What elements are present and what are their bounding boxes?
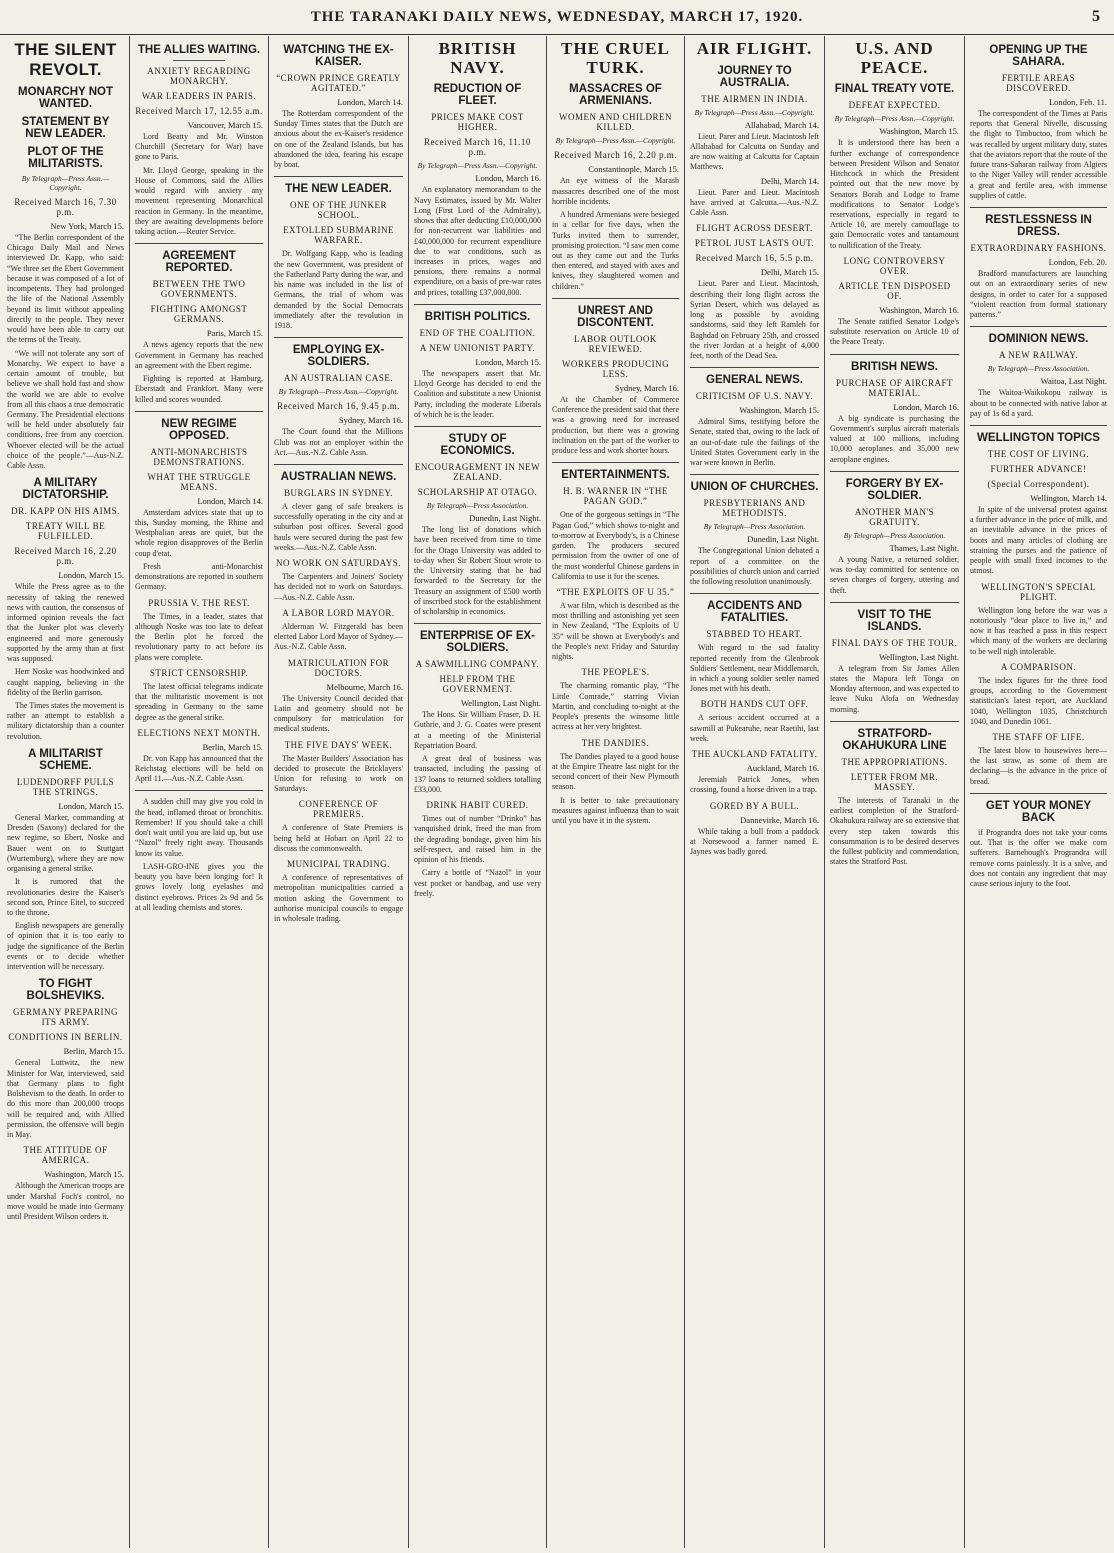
dateline: Melbourne, March 16. (326, 681, 403, 692)
divider (135, 243, 263, 244)
subhead: ONE OF THE JUNKER SCHOOL. (289, 200, 388, 221)
headline-enterprise: ENTERPRISE OF EX-SOLDIERS. (419, 630, 536, 655)
subhead: THE AUCKLAND FATALITY. (691, 749, 818, 760)
dateline: London, March 15. (58, 570, 124, 581)
article-paragraph: It is better to take precautionary measures against influenza than to wait until you have it in the system. (552, 795, 679, 825)
dateline: Washington, March 15. (879, 126, 959, 137)
byline: By Telegraph—Press Assn.—Copyright. (21, 174, 110, 192)
subhead: THE FIVE DAYS' WEEK. (284, 739, 393, 750)
correspondent-line: (Special Correspondent). (987, 478, 1090, 489)
dateline: Berlin, March 15. (202, 741, 263, 752)
divider (552, 462, 679, 463)
dateline: Washington, March 15. (44, 1169, 124, 1180)
headline-forgery: FORGERY BY EX-SOLDIER. (845, 477, 944, 502)
article-paragraph: The Senate ratified Senator Lodge's substitute reservation on Article 10 of the Peace Treaty. (830, 316, 959, 347)
dateline: London, March 15. (475, 356, 541, 367)
subhead: FINAL TREATY VOTE. (834, 83, 955, 96)
byline: By Telegraph—Press Association. (426, 501, 529, 511)
headline-accidents: ACCIDENTS AND FATALITIES. (707, 600, 802, 625)
subhead: ELECTIONS NEXT MONTH. (137, 727, 261, 738)
headline-new-leader: THE NEW LEADER. (285, 183, 392, 196)
divider (970, 793, 1107, 794)
article-paragraph: The Times, in a leader, states that although Noske was too late to defeat the Berlin plot he forced the revolutionary party to act before its plans were complete. (135, 611, 263, 662)
subhead: AN AUSTRALIAN CASE. (283, 373, 394, 384)
column-7 (825, 36, 965, 1548)
article-paragraph: The latest blow to housewives here—the last straw, as some of them are declaring—is the advance in the price of bread. (970, 745, 1107, 786)
article-paragraph: Alderman W. Fitzgerald has been elected Labor Lord Mayor of Sydney.—Aus.-N.Z. Cable Assn. (274, 621, 403, 652)
subhead: PRUSSIA V. THE REST. (148, 597, 250, 608)
headline-new-regime: NEW REGIME OPPOSED. (161, 417, 237, 442)
subhead: PETROL JUST LASTS OUT. (694, 238, 815, 249)
divider (274, 337, 403, 338)
subhead: ENCOURAGEMENT IN NEW ZEALAND. (414, 462, 541, 483)
article-paragraph: “We will not tolerate any sort of Monarchy. We expect to have a certain amount of trouble, but believe we shall hold fast and show the world we are able to evolve from all this chaos a true democratic Germany. The Presidential elections will be held under absolutely fair conditions, free from any coercion. Whoever elected will be the actual choice of the people.”—Aus-N.Z. Cable Assn. (7, 348, 124, 471)
subhead: STRICT CENSORSHIP. (149, 667, 249, 678)
byline: By Telegraph—Press Association. (703, 522, 806, 532)
article-paragraph: A hundred Armenians were besieged in a cellar for five days, when the Turks invited them to surrender, promising protection. “I saw men come out as they came out and the Turks then entered, and stayed with axes and knives, they slaughtered women and children.” (552, 210, 679, 291)
subhead: WAR LEADERS IN PARIS. (141, 91, 257, 101)
article-paragraph: Lieut. Parer and Lieut. Macintosh, describing their long flight across the Syrian Desert, which was delayed as long as possible by avoiding sandstorms, said they left Ramleh for Baghdad on February 25th, and crossed the river Jordan at a height of 4,000 feet, north of the Dead Sea. (690, 279, 819, 360)
headline-allies-waiting: THE ALLIES WAITING. (137, 44, 261, 56)
article-paragraph: English newspapers are generally of opinion that it is too early to judge the significance of the Berlin events or to decide whether intervention will be necessary. (7, 921, 124, 972)
subhead-plot: PLOT OF THE MILITARISTS. (27, 146, 104, 170)
divider (414, 426, 541, 427)
article-paragraph: The Court found that the Millions Club was not an employer within the Act.—Aus.-N.Z. Cable Assn. (274, 427, 403, 457)
article-paragraph: A big syndicate is purchasing the Government's surplus aircraft materials valued at 100 millions, including 10,000 aeroplanes and 35,000 new aeroplane engines. (830, 413, 959, 464)
divider (830, 602, 959, 603)
subhead-conditions: CONDITIONS IN BERLIN. (8, 1032, 123, 1043)
divider (830, 471, 959, 472)
subhead: BURGLARS IN SYDNEY. (283, 487, 394, 498)
headline-british-navy: BRITISH NAVY. (438, 39, 517, 77)
dateline: Constantinople, March 15. (588, 164, 679, 175)
dateline: London, Feb. 11. (1048, 97, 1107, 107)
subhead: LABOR OUTLOOK REVIEWED. (574, 333, 657, 354)
article-paragraph: Lieut. Parer and Lieut. Macintosh have arrived at Calcutta.—Aus.-N.Z. Cable Assn. (690, 187, 819, 218)
dateline: Allahabad, March 14. (744, 119, 819, 130)
advertisement: A sudden chill may give you cold in the head, inflamed throat or bronchitis. Remember! If you should take a chill don't wait until you are laid up, but use “Nazol” freely right away. Thousands know its value. (135, 797, 263, 858)
dateline: New York, March 15. (50, 221, 124, 231)
article-paragraph: “The Berlin correspondent of the Chicago Daily Mail and News interviewed Dr. Kapp, who said: “We three set the Ebert Government because it was composed of a lot of incompetents. They had prolonged the life of the National Assembly beyond its limit without appealing directly to the people. They never would have been able to carry out the terms of the Treaty. (7, 233, 124, 345)
article-paragraph: It is rumored that the revolutionaries desire the Kaiser's second son, Prince Eitel, to succeed to the throne. (7, 877, 124, 918)
subhead: ANOTHER MAN'S GRATUITY. (854, 506, 935, 527)
subhead: FINAL DAYS OF THE TOUR. (831, 637, 958, 648)
article-paragraph: The interests of Taranaki in the earliest completion of the Stratford-Okahukura railway are so extensive that every step taken towards this consummation is to be desired deserves the fullest publicity and commendation, states the Stratford Post. (830, 795, 959, 867)
subhead: GORED BY A BULL. (709, 800, 800, 811)
divider (135, 411, 263, 412)
advertisement: Carry a bottle of “Nazol” in your vest pocket or handbag, and use very freely. (414, 868, 541, 898)
dateline: Dannevirke, March 16. (740, 814, 819, 825)
article-paragraph: Fresh anti-Monarchist demonstrations are reported in southern Germany. (135, 561, 263, 592)
divider (552, 298, 679, 299)
article-paragraph: A telegram from Sir James Allen states the Mapura left Tonga on Monday afternoon, and was expected to leave Nuku Alofa on Wednesday morning. (830, 663, 959, 714)
article-paragraph: The index figures for the three food groups, according to the Government statistician's latest report, are Auckland 1040, Wellington 1035, Christchurch 1040, and Dunedin 1061. (970, 675, 1107, 726)
dateline: London, Feb. 20. (1048, 257, 1107, 268)
received-line: Received March 16, 2.20 p.m. (14, 546, 117, 567)
subhead: FLIGHT ACROSS DESERT. (696, 223, 813, 234)
dateline: Delhi, March 15. (760, 267, 819, 278)
subhead: MASSACRES OF ARMENIANS. (569, 83, 662, 108)
subhead: CRITICISM OF U.S. NAVY. (695, 391, 814, 402)
subhead: THE COST OF LIVING. (987, 448, 1090, 459)
divider (970, 326, 1107, 327)
headline-british-politics: BRITISH POLITICS. (424, 310, 531, 323)
article-paragraph: Wellington long before the war was a notoriously “dear place to live in,” and now it has reached a pass in this respect which many of the workers are declaring to be well nigh intolerable. (970, 605, 1107, 656)
advertisement: if Prograndra does not take your corns out. That is the offer we make corn sufferers. Barnebough's Prograndra will remove corns painlessly. It is a salve, and does not contain any ingredient that may cause serious injury to the foot. (970, 827, 1107, 889)
dateline: Vancouver, March 15. (187, 120, 263, 130)
subhead: “THE EXPLOITS OF U 35.” (556, 587, 675, 597)
article-paragraph: The Rotterdam correspondent of the Sunday Times states that the Dutch are anxious about the ex-Kaiser's residence on one of the Zealand Islands, but has abandoned the idea, fearing his escape by boat. (274, 109, 403, 170)
subhead-kapp-aims: DR. KAPP ON HIS AIMS. (11, 506, 120, 517)
article-paragraph: Amsterdam advices state that up to this, Sunday morning, the Rhine and Westphalian areas are quiet, but the whole region disapproves of the Berlin coup d'etat. (135, 507, 263, 558)
subhead: A LABOR LORD MAYOR. (282, 607, 395, 618)
column-5 (547, 36, 685, 1548)
received-line: Received March 16, 11.10 p.m. (424, 137, 531, 158)
article-paragraph: The Waitoa-Waikokopu railway is about to be connected with native labor at pay of 1s 6d a yard. (970, 388, 1107, 418)
dateline: London, March 16. (893, 401, 959, 412)
subhead: SCHOLARSHIP AT OTAGO. (417, 487, 538, 498)
headline-economics: STUDY OF ECONOMICS. (440, 433, 515, 458)
article-paragraph: General Luttwitz, the new Minister for War, interviewed, said that Germany plans to fight Bolshevism to the death. In order to do this more than 200,000 troops will be required and, with Allied permission, the offensive will begin in May. (7, 1058, 124, 1140)
dateline: Sydney, March 16. (614, 382, 679, 393)
dateline: Wellington, Last Night. (460, 698, 541, 709)
subhead: “CROWN PRINCE GREATLY AGITATED.” (276, 73, 401, 93)
column-2 (130, 36, 269, 1548)
article-paragraph: A great deal of business was transacted, including the passing of 137 loans to returned soldiers totalling £33,000. (414, 754, 541, 794)
subhead: THE APPROPRIATIONS. (841, 756, 948, 767)
byline: By Telegraph—Press Association. (987, 364, 1090, 374)
divider (970, 425, 1107, 426)
dateline: Wellington, Last Night. (878, 651, 959, 662)
subhead: ANXIETY REGARDING MONARCHY. (147, 66, 251, 86)
article-paragraph: The Master Builders' Association has decided to prosecute the Bricklayers' Union for refusing to work on Saturdays. (274, 753, 403, 794)
byline: By Telegraph—Press Assn.—Copyright. (834, 114, 955, 124)
column-4 (409, 36, 547, 1548)
subhead: H. B. WARNER IN “THE PAGAN GOD.” (563, 486, 668, 507)
article-paragraph: Admiral Sims, testifying before the Senate, stated that, owing to the lack of an out-of-date rule the failings of the United States Government early in the war were known in Berlin. (690, 417, 819, 468)
divider (414, 623, 541, 624)
subhead: EXTRAORDINARY FASHIONS. (970, 243, 1107, 254)
subhead: WELLINGTON'S SPECIAL PLIGHT. (981, 581, 1096, 602)
divider (690, 367, 819, 368)
headline-union-churches: UNION OF CHURCHES. (690, 481, 819, 494)
subhead: MUNICIPAL TRADING. (287, 859, 390, 870)
article-paragraph: A conference of State Premiers is being held at Hobart on April 22 to discuss the commonwealth. (274, 823, 403, 853)
article-paragraph: The newspapers assert that Mr. Lloyd George has decided to end the Coalition and substitute a new Unionist Party, including the moderate Liberals of which he is the leader. (414, 368, 541, 419)
subhead: PURCHASE OF AIRCRAFT MATERIAL. (835, 377, 954, 398)
article-paragraph: Although the American troops are under Marshal Foch's control, no move would be made into Germany until President Wilson orders it. (7, 1181, 124, 1221)
masthead (0, 0, 1114, 35)
dateline: London, March 16. (475, 173, 541, 184)
subhead-army: GERMANY PREPARING ITS ARMY. (12, 1007, 119, 1028)
subhead: WORKERS PRODUCING LESS. (561, 358, 670, 379)
article-paragraph: With regard to the sad fatality reported recently from the Glenbrook Soldiers' Settlement, near Middlemarch, in which a young soldier settler named Jones met with his death. (690, 643, 819, 694)
subhead: END OF THE COALITION. (419, 327, 536, 338)
subhead-bolsheviks: TO FIGHT BOLSHEVIKS. (26, 978, 105, 1003)
subhead-treaty: TREATY WILL BE FULFILLED. (25, 521, 106, 542)
subhead: ANTI-MONARCHISTS DEMONSTRATIONS. (150, 446, 248, 467)
subhead-statement: STATEMENT BY NEW LEADER. (21, 116, 110, 140)
headline-british-news: BRITISH NEWS. (851, 360, 938, 373)
subhead: A NEW RAILWAY. (999, 350, 1078, 361)
subhead: HELP FROM THE GOVERNMENT. (439, 674, 516, 695)
subhead: THE AIRMEN IN INDIA. (701, 93, 808, 104)
subhead: CONFERENCE OF PREMIERS. (298, 799, 379, 820)
article-paragraph: The Dandies played to a good house at the Empire Theatre last night for the second concert of their New Plymouth season. (552, 751, 679, 792)
newspaper-title: THE TARANAKI DAILY NEWS, WEDNESDAY, MARCH 17, 1920. (310, 8, 804, 25)
article-paragraph: Lord Beatty and Mr. Winston Churchill (Secretary for War) have gone to Paris. (135, 132, 263, 162)
article-paragraph: A serious accident occurred at a sawmill at Pukearuhe, near Raetihi, last week. (690, 713, 819, 743)
divider (135, 790, 263, 791)
article-paragraph: General Marker, commanding at Dresden (Saxony) declared for the new regime, so Ebert, Noske and Bauer went on to Stuttgart (Wurtemburg), where they are now organising a general strike. (7, 812, 124, 874)
subhead: A SAWMILLING COMPANY. (415, 659, 540, 670)
article-paragraph: Dr. von Kapp has announced that the Reichstag elections will be held on April 11.—Aus.-N.Z. Cable Assn. (135, 753, 263, 784)
article-paragraph: Bradford manufacturers are launching out on an extraordinary series of new designs, in order to cater for a supposed “violent reaction from formal stationary patterns.” (970, 269, 1107, 320)
headline-air-flight: AIR FLIGHT. (696, 39, 813, 58)
article-paragraph: Mr. Lloyd George, speaking in the House of Commons, said the Allies would regard with anxiety any movement representing Monarchical reaction in Germany. In the meantime, they are awaiting developments before taking action.—Reuter Service. (135, 165, 263, 237)
dateline: Auckland, March 16. (746, 763, 819, 774)
dateline: Wellington, March 14. (1030, 492, 1107, 503)
dateline: Washington, March 16. (879, 304, 959, 315)
subhead: DRINK HABIT CURED. (426, 800, 529, 811)
article-paragraph: A clever gang of safe breakers is successfully operating in the city and at suburban post offices. Several good hauls were secured during the past few weeks.—Aus.-N.Z. Cable Assn. (274, 501, 403, 552)
dateline: Dunedin, Last Night. (747, 534, 819, 545)
article-paragraph: A war film, which is described as the most thrilling and astonishing yet seen in New Zealand, “The Exploits of U 35” will be shown at Everybody's and the People's next Friday and Saturday nights. (552, 601, 679, 662)
divider (690, 593, 819, 594)
subhead: BETWEEN THE TWO GOVERNMENTS. (152, 279, 246, 300)
article-paragraph: While the Press agree as to the necessity of taking the renewed news with caution, the consensus of informed opinion reveals the fact that the Junker plot was cleverly engineered and more generously supported by the army than at first was supposed. (7, 582, 124, 664)
article-paragraph: At the Chamber of Commerce Conference the president said that there was a growing need for increased production, but there was a growing inclination on the part of the worker to produce less and work shorter hours. (552, 394, 679, 456)
headline-entertainments: ENTERTAINMENTS. (561, 469, 670, 482)
received-line: Received March 16, 2.20 p.m. (554, 150, 677, 161)
subhead: LONG CONTROVERSY OVER. (843, 255, 946, 276)
headline-money-back: GET YOUR MONEY BACK (985, 799, 1092, 824)
article-paragraph: The Hons. Sir William Fraser, D. H. Guthrie, and J. G. Coates were present at a meeting of the Ministerial Repatriation Board. (414, 710, 541, 750)
dateline: Dunedin, Last Night. (469, 513, 541, 524)
article-paragraph: In spite of the universal protest against a further advance in the price of milk, and an inevitable advance in the prices of boots and many articles of clothing are straining the purses and the patience of people with small fixed incomes to the utmost. (970, 504, 1107, 576)
article-paragraph: Herr Noske was hoodwinked and caught napping, believing in the fidelity of the Berlin garrison. (7, 667, 124, 697)
headline-us-peace: U.S. AND PEACE. (855, 39, 934, 77)
advertisement: LASH-GRO-INE gives you the beauty you have been longing for! It grows lovely long eyelashes and distinct eyebrows. Prices 2s 9d and 5s at all leading chemists and stores. (135, 861, 263, 912)
dateline: Waitoa, Last Night. (1040, 376, 1107, 387)
subhead: PRESBYTERIANS AND METHODISTS. (703, 498, 806, 519)
article-paragraph: Jeremiah Patrick Jones, when crossing, found a horse driven in a trap. (690, 775, 819, 795)
received-line: Received March 16, 7.30 p.m. (14, 197, 117, 217)
subhead: THE DANDIES. (581, 737, 650, 748)
dateline: London, March 14. (337, 97, 403, 107)
headline-australian-news: AUSTRALIAN NEWS. (280, 470, 397, 483)
headline-islands: VISIT TO THE ISLANDS. (857, 608, 932, 633)
article-paragraph: The charming romantic play, “The Little Comrade,” starring Vivian Martin, and concluding to-night at the People's presents the winsome little actress at her very brightest. (552, 681, 679, 732)
article-paragraph: Fighting is reported at Hamburg, Eberstadt and Frankfort. Many were killed and scores wounded. (135, 374, 263, 404)
headline-sahara: OPENING UP THE SAHARA. (989, 44, 1088, 68)
page-number: 5 (1092, 8, 1100, 25)
subhead: ARTICLE TEN DISPOSED OF. (838, 280, 951, 301)
divider (274, 464, 403, 465)
subhead: BOTH HANDS CUT OFF. (700, 699, 809, 710)
column-6 (685, 36, 825, 1548)
subhead: STABBED TO HEART. (706, 629, 803, 640)
article-paragraph: Lieut. Parer and Lieut. Macintosh left Allahabad for Calcutta on Sunday and are now waiting at Calcutta for Captain Matthews. (690, 131, 819, 172)
byline: By Telegraph—Press Assn.—Copyright. (694, 107, 815, 117)
subhead-monarchy: MONARCHY NOT WANTED. (18, 86, 113, 110)
headline-restlessness: RESTLESSNESS IN DRESS. (985, 214, 1092, 239)
subhead: NO WORK ON SATURDAYS. (275, 558, 402, 569)
article-paragraph: The correspondent of the Times at Paris reports that General Nivelle, discussing the flight to Timbuctoo, from which he was recalled by urgent military duty, states that the aviators report that the route of the future trans-Saharan railway from Algiers to the Niger Valley will render accessible a great and fertile area, with immense supplies of cattle. (970, 109, 1107, 200)
subhead: DEFEAT EXPECTED. (848, 100, 941, 111)
subhead: WOMEN AND CHILDREN KILLED. (559, 112, 672, 133)
column-8 (965, 36, 1112, 1548)
subhead: THE STAFF OF LIFE. (992, 731, 1085, 742)
headline-stratford-line: STRATFORD-OKAHUKURA LINE (842, 727, 947, 752)
headline-unrest: UNREST AND DISCONTENT. (577, 304, 654, 329)
dateline: London, March 14. (197, 495, 263, 506)
byline: By Telegraph—Press Association. (843, 530, 946, 540)
column-3 (269, 36, 409, 1548)
subhead: FIGHTING AMONGST GERMANS. (150, 304, 248, 325)
byline: By Telegraph—Press Assn.—Copyright. (555, 136, 676, 146)
article-paragraph: A young Native, a returned soldier, was to-day committed for sentence on seven charges of forgery, uttering and theft. (830, 554, 959, 595)
headline-dominion-news: DOMINION NEWS. (988, 333, 1089, 346)
headline-employing: EMPLOYING EX-SOLDIERS. (292, 344, 385, 369)
headline-ex-kaiser: WATCHING THE EX-KAISER. (283, 44, 394, 68)
headline-cruel-turk: THE CRUEL TURK. (561, 39, 670, 77)
received-line: Received March 17, 12.55 a.m. (135, 106, 263, 116)
headline-wellington-topics: WELLINGTON TOPICS (977, 431, 1100, 444)
byline: By Telegraph—Press Assn.—Copyright. (278, 387, 399, 397)
article-paragraph: The Congregational Union debated a report of a committee on the possibilities of church union and carried the following resolution unanimously. (690, 546, 819, 587)
article-paragraph: The long list of donations which have been received from time to time for the Otago University was added to to-day when Sir Robert Stout wrote to the University stating that he had forwarded to the Secretary for the Treasury an assignment of £500 worth of inscribed stock for the establishment of scholarship in economics. (414, 525, 541, 616)
divider (830, 354, 959, 355)
subhead: WHAT THE STRUGGLE MEANS. (147, 471, 251, 492)
article-paragraph: The University Council decided that Latin and geometry should not be compulsory for matriculation for medical students. (274, 693, 403, 734)
dateline: Sydney, March 16. (338, 415, 403, 426)
received-line: Received March 16, 9.45 p.m. (277, 401, 400, 412)
subhead-america: THE ATTITUDE OF AMERICA. (23, 1145, 108, 1166)
subhead-militarist-scheme: A MILITARIST SCHEME. (28, 747, 103, 772)
article-paragraph: The Times states the movement is rather an attempt to establish a military dictatorship than a counter revolution. (7, 700, 124, 741)
subhead: REDUCTION OF FLEET. (433, 83, 522, 108)
divider (414, 304, 541, 305)
received-line: Received March 16, 5.5 p.m. (695, 253, 814, 264)
subhead: A NEW UNIONIST PARTY. (419, 342, 536, 353)
article-paragraph: It is understood there has been a further exchange of correspondence between President Wilson and Senator Hitchcock in which the President pointed out that the new move by Senators Borah and Lodge to frame modifications to Senator Lodge's reservations, especially in regard to Article 10, are merely camouflage to gain Democratic votes and tantamount to nullification of the Treaty. (830, 138, 959, 250)
article-paragraph: While taking a bull from a paddock at Norsewood a farmer named E. Jaynes was badly gored. (690, 826, 819, 857)
article-paragraph: The latest official telegrams indicate that the militaristic movement is not spreading in Germany to the same degree as the general strike. (135, 681, 263, 722)
divider (690, 474, 819, 475)
article-paragraph: A news agency reports that the new Government in Germany has reached an agreement with the Ebert regime. (135, 340, 263, 370)
divider (173, 60, 224, 61)
headline-agreement: AGREEMENT REPORTED. (162, 250, 236, 275)
dateline: Thames, Last Night. (889, 542, 959, 553)
article-paragraph: One of the gorgeous settings in “The Pagan God,” which shows to-night and to-morrow at Everybody's, is a Chinese garden. The producers secured permission from the owner of one of the most wonderful Chinese gardens in California to use it for the scenes. (552, 510, 679, 581)
article-paragraph: An explanatory memorandum to the Navy Estimates, issued by Mr. Walter Long (First Lord of the Admiralty), shows that after deducting £10,000,000 for non-recurrent war liabilities and £40,000,000 for recurrent expenditure due to war conditions, such as increases in prices, wages and pensions, there remains a normal expenditure, on a basis of pre-war rates and prices, totalling £37,000,000. (414, 185, 541, 297)
article-paragraph: The Carpenters and Joiners' Society has decided not to work on Saturdays.—Aus.-N.Z. Cable Assn. (274, 572, 403, 602)
subhead: FERTILE AREAS DISCOVERED. (1001, 73, 1076, 93)
subhead: THE PEOPLE'S. (581, 667, 650, 678)
subhead: MATRICULATION FOR DOCTORS. (287, 657, 390, 678)
dateline: Paris, March 15. (206, 328, 263, 339)
headline-silent-revolt: THE SILENT REVOLT. (14, 40, 117, 79)
subhead: PRICES MAKE COST HIGHER. (431, 112, 524, 133)
divider (970, 207, 1107, 208)
divider (830, 721, 959, 722)
dateline: Berlin, March 15. (63, 1046, 124, 1057)
subhead-military-dictatorship: A MILITARY DICTATORSHIP. (22, 477, 109, 502)
advertisement: Times out of number “Drinko” has vanquished drink, freed the man from the degrading bondage, given him his self-respect, and raised him in the opinion of his friends. (414, 814, 541, 865)
subhead: A COMPARISON. (1000, 661, 1077, 672)
subhead: LETTER FROM MR. MASSEY. (850, 771, 939, 792)
columns (2, 36, 1112, 1548)
article-paragraph: An eye witness of the Marash massacres described one of the most horrible incidents. (552, 176, 679, 206)
dateline: London, March 15. (58, 800, 124, 811)
dateline: Delhi, March 14. (760, 175, 819, 186)
subhead: EXTOLLED SUBMARINE WARFARE. (282, 225, 395, 246)
column-1 (2, 36, 130, 1548)
article-paragraph: Dr. Wolfgang Kapp, who is leading the new Government, was president of the Fatherland Party during the war, and his name was included in the list of Germans, the trial of whom was demanded by the Social Democrats immediately after the revolution in 1918. (274, 249, 403, 331)
byline: By Telegraph—Press Assn.—Copyright. (417, 161, 538, 171)
subhead: FURTHER ADVANCE! (990, 463, 1087, 474)
headline-general-news: GENERAL NEWS. (706, 374, 803, 387)
article-paragraph: A conference of representatives of metropolitan municipalities carried a motion asking the Government to authorise municipal councils to engage in wholesale trading. (274, 873, 403, 924)
divider (274, 176, 403, 177)
subhead-ludendorff: LUDENDORFF PULLS THE STRINGS. (16, 776, 115, 797)
subhead: JOURNEY TO AUSTRALIA. (717, 64, 792, 89)
dateline: Washington, March 15. (739, 405, 819, 416)
